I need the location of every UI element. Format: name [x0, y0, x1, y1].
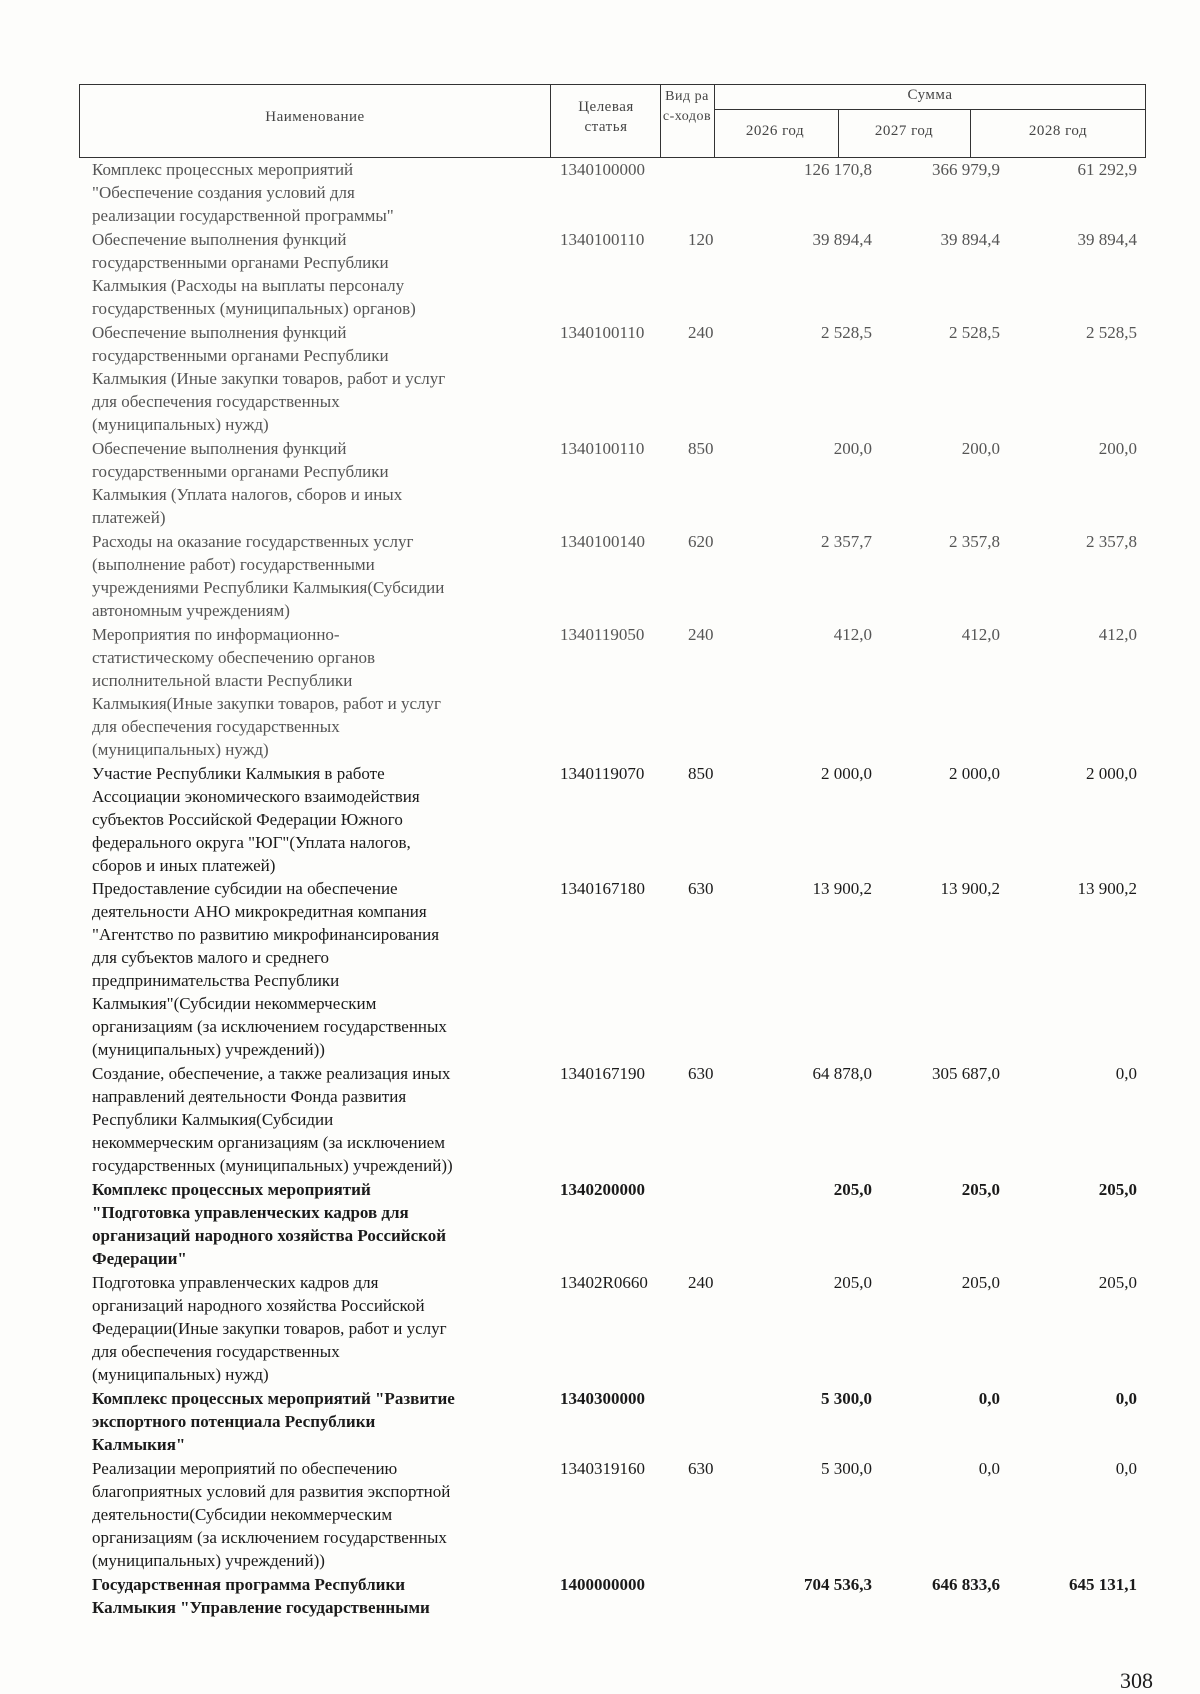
row-code: 1340119050: [560, 625, 645, 644]
row-sum-2027: 205,0: [961, 1273, 1000, 1292]
row-code: 1340119070: [560, 764, 645, 783]
table-header: [79, 84, 1146, 158]
row-code: 13402R0660: [560, 1273, 648, 1292]
row-sum-2028: 0,0: [1115, 1064, 1137, 1083]
row-vid: 620: [688, 532, 714, 551]
row-sum-2028: 0,0: [1115, 1459, 1137, 1478]
row-sum-2026: 5 300,0: [821, 1459, 872, 1478]
row-code: 1340200000: [560, 1180, 645, 1199]
row-name: Обеспечение выполнения функций государственными органами Республики Калмыкия (Расходы на выплаты персоналу государственных (муниципальных) органов): [92, 230, 416, 318]
row-name: Государственная программа Республики Калмыкия "Управление государственными: [92, 1575, 430, 1617]
row-sum-2027: 205,0: [961, 1180, 1000, 1199]
row-sum-2026: 64 878,0: [812, 1064, 872, 1083]
row-sum-2026: 412,0: [833, 625, 872, 644]
row-vid: 240: [688, 1273, 714, 1292]
row-sum-2027: 366 979,9: [932, 160, 1000, 179]
row-sum-2026: 205,0: [833, 1180, 872, 1199]
row-vid: 120: [688, 230, 714, 249]
row-name: Предоставление субсидии на обеспечение деятельности АНО микрокредитная компания "Агентство по развитию микрофинансирования для субъектов малого и среднего предпринимательства Республики Калмыкия"(Субсидии некоммерческим организациям (за исключением государственных (муниципальных) учреждений)): [92, 879, 447, 1059]
row-name: Создание, обеспечение, а также реализация иных направлений деятельности Фонда развития Республики Калмыкия(Субсидии некоммерческим организациям (за исключением государственных (муниципальных) учреждений)): [92, 1064, 453, 1175]
row-sum-2026: 200,0: [833, 439, 872, 458]
row-sum-2027: 0,0: [978, 1389, 1000, 1408]
header-year-2026: 2026 год: [745, 123, 805, 139]
page-number: 308: [1120, 1668, 1153, 1693]
row-vid: 240: [688, 323, 714, 342]
row-code: 1400000000: [560, 1575, 645, 1594]
row-sum-2028: 645 131,1: [1069, 1575, 1137, 1594]
row-name: Подготовка управленческих кадров для организаций народного хозяйства Российской Федерации(Иные закупки товаров, работ и услуг для обеспечения государственных (муниципальных) нужд): [92, 1273, 447, 1384]
row-sum-2027: 2 000,0: [949, 764, 1000, 783]
row-sum-2026: 13 900,2: [812, 879, 872, 898]
header-year-2028: 2028 год: [1028, 123, 1088, 139]
row-sum-2028: 205,0: [1098, 1273, 1137, 1292]
row-sum-2028: 13 900,2: [1077, 879, 1137, 898]
row-sum-2028: 39 894,4: [1077, 230, 1137, 249]
row-name: Реализации мероприятий по обеспечению благоприятных условий для развития экспортной деятельности(Субсидии некоммерческим организациям (за исключением государственных (муниципальных) учреждений)): [92, 1459, 451, 1570]
row-name: Комплекс процессных мероприятий "Подготовка управленческих кадров для организаций народного хозяйства Российской Федерации": [92, 1180, 446, 1268]
row-vid: 850: [688, 439, 714, 458]
row-code: 1340300000: [560, 1389, 645, 1408]
row-name: Комплекс процессных мероприятий "Развитие экспортного потенциала Республики Калмыкия": [92, 1389, 455, 1454]
row-sum-2028: 2 357,8: [1086, 532, 1137, 551]
row-vid: 240: [688, 625, 714, 644]
row-sum-2026: 704 536,3: [804, 1575, 872, 1594]
row-name: Расходы на оказание государственных услуг (выполнение работ) государственными учреждениями Республики Калмыкия(Субсидии автономным учреждениям): [92, 532, 445, 620]
row-vid: 630: [688, 1459, 714, 1478]
row-code: 1340100110: [560, 230, 645, 249]
row-vid: 630: [688, 1064, 714, 1083]
row-sum-2026: 2 528,5: [821, 323, 872, 342]
header-vid: Вид рас-ходов: [662, 89, 712, 124]
row-sum-2028: 0,0: [1115, 1389, 1137, 1408]
row-name: Комплекс процессных мероприятий "Обеспечение создания условий для реализации государственной программы": [92, 160, 394, 225]
row-sum-2028: 2 528,5: [1086, 323, 1137, 342]
row-sum-2027: 2 357,8: [949, 532, 1000, 551]
row-sum-2028: 205,0: [1098, 1180, 1137, 1199]
row-sum-2026: 39 894,4: [812, 230, 872, 249]
row-vid: 630: [688, 879, 714, 898]
row-sum-2028: 2 000,0: [1086, 764, 1137, 783]
row-sum-2027: 200,0: [961, 439, 1000, 458]
header-code: Целевая статья: [578, 99, 634, 135]
row-sum-2027: 0,0: [978, 1459, 1000, 1478]
row-sum-2027: 646 833,6: [932, 1575, 1000, 1594]
row-sum-2028: 412,0: [1098, 625, 1137, 644]
row-sum-2027: 305 687,0: [932, 1064, 1000, 1083]
row-sum-2026: 5 300,0: [821, 1389, 872, 1408]
header-name: Наименование: [265, 109, 365, 125]
row-code: 1340167190: [560, 1064, 645, 1083]
row-name: Обеспечение выполнения функций государственными органами Республики Калмыкия (Уплата налогов, сборов и иных платежей): [92, 439, 403, 527]
row-name: Обеспечение выполнения функций государственными органами Республики Калмыкия (Иные закупки товаров, работ и услуг для обеспечения государственных (муниципальных) нужд): [92, 323, 446, 434]
row-sum-2027: 2 528,5: [949, 323, 1000, 342]
row-sum-2027: 39 894,4: [940, 230, 1000, 249]
row-code: 1340167180: [560, 879, 645, 898]
row-code: 1340100110: [560, 323, 645, 342]
row-sum-2026: 2 357,7: [821, 532, 872, 551]
row-code: 1340100000: [560, 160, 645, 179]
row-code: 1340100110: [560, 439, 645, 458]
header-sum: Сумма: [907, 87, 953, 103]
row-sum-2026: 2 000,0: [821, 764, 872, 783]
row-sum-2026: 205,0: [833, 1273, 872, 1292]
row-sum-2027: 412,0: [961, 625, 1000, 644]
row-sum-2028: 200,0: [1098, 439, 1137, 458]
row-name: Участие Республики Калмыкия в работе Ассоциации экономического взаимодействия субъектов Российской Федерации Южного федерального округа "ЮГ"(Уплата налогов, сборов и иных платежей): [92, 764, 420, 875]
row-sum-2028: 61 292,9: [1077, 160, 1137, 179]
row-code: 1340319160: [560, 1459, 645, 1478]
row-vid: 850: [688, 764, 714, 783]
row-name: Мероприятия по информационно- статистическому обеспечению органов исполнительной власти Республики Калмыкия(Иные закупки товаров, работ и услуг для обеспечения государственных (муниципальных) нужд): [92, 625, 441, 759]
row-sum-2026: 126 170,8: [804, 160, 872, 179]
header-year-2027: 2027 год: [874, 123, 934, 139]
row-code: 1340100140: [560, 532, 645, 551]
row-sum-2027: 13 900,2: [940, 879, 1000, 898]
